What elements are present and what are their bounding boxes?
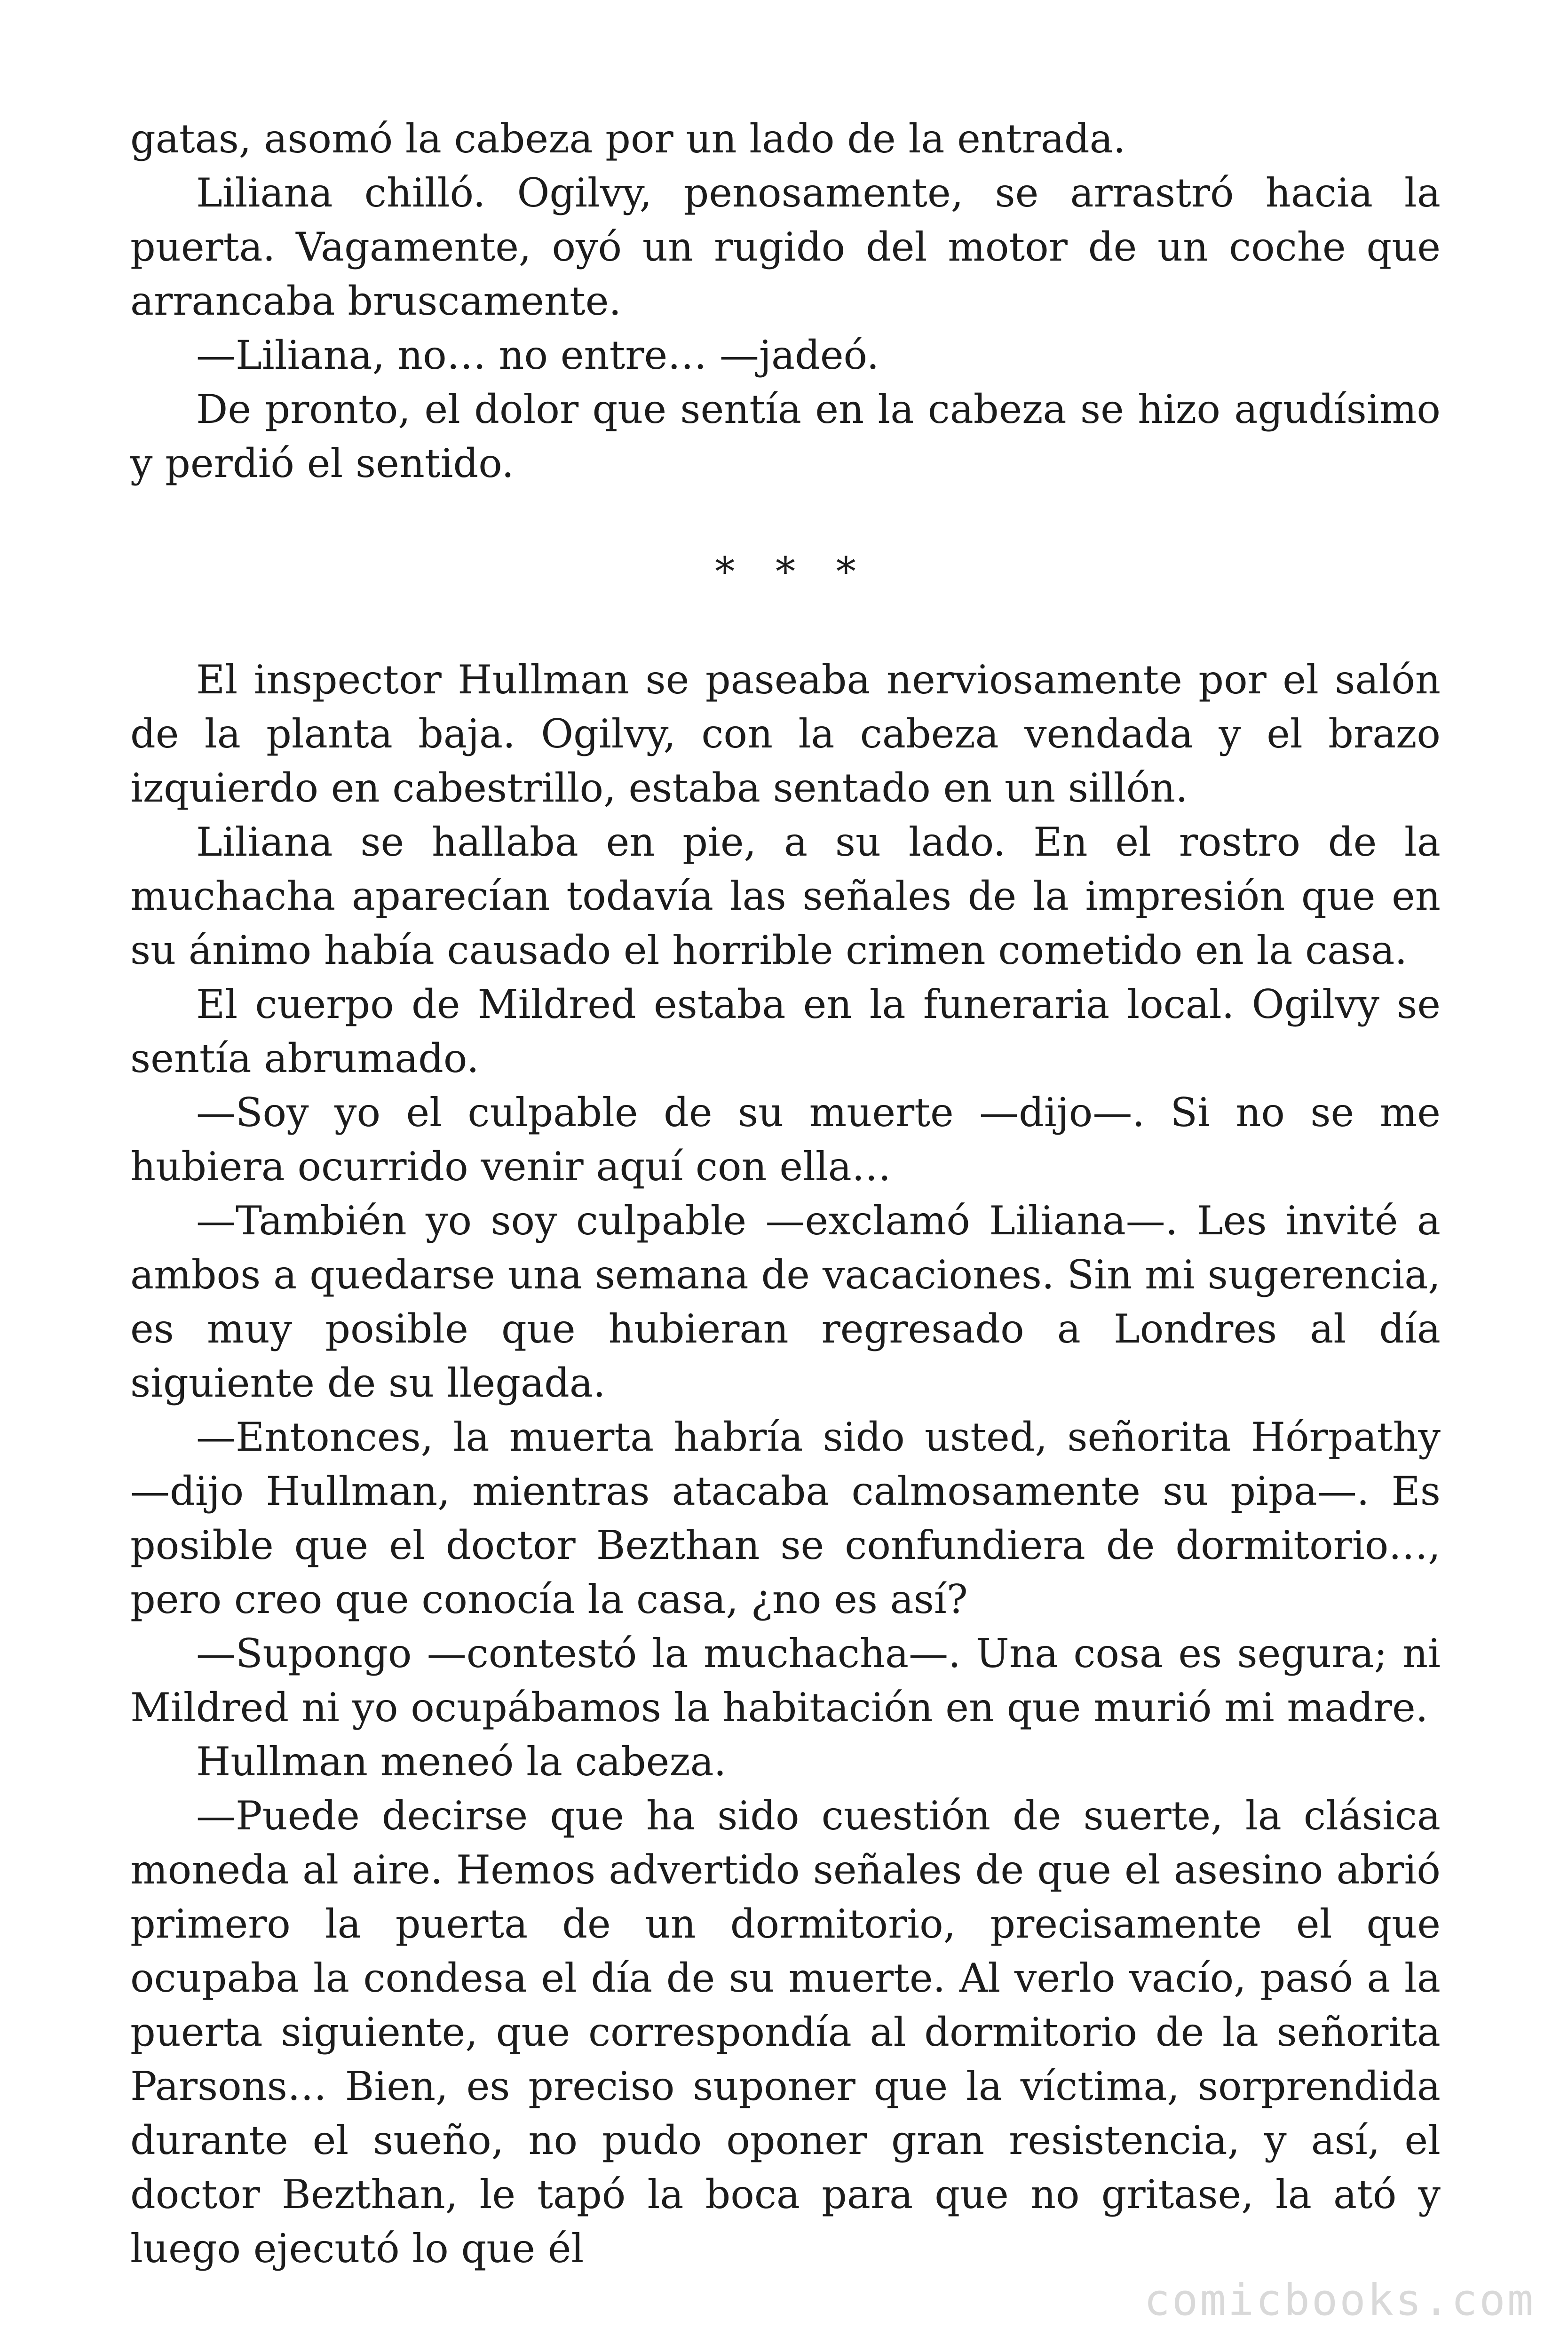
page-body	[130, 112, 1441, 2276]
section-separator: * * *	[715, 548, 870, 595]
paragraph: —Entonces, la muerta habría sido usted, señorita Hórpathy —dijo Hullman, mientras atacaba calmosamente su pipa—. Es posible que el doctor Bezthan se confundiera de dormitorio…, pero creo que conocía la casa, ¿no es así?	[130, 1414, 1441, 1622]
paragraph: —Puede decirse que ha sido cuestión de suerte, la clásica moneda al aire. Hemos advertido señales de que el asesino abrió primero la puerta de un dormitorio, precisamente el que ocupaba la condesa el día de su muerte. Al verlo vacío, pasó a la puerta siguiente, que correspondía al dormitorio de la señorita Parsons… Bien, es preciso suponer que la víctima, sorprendida durante el sueño, no pudo oponer gran resistencia, y así, el doctor Bezthan, le tapó la boca para que no gritase, la ató y luego ejecutó lo que él	[130, 1793, 1441, 2272]
paragraph: Hullman meneó la cabeza.	[196, 1739, 727, 1785]
paragraph: El cuerpo de Mildred estaba en la funeraria local. Ogilvy se sentía abrumado.	[130, 981, 1441, 1081]
paragraph: El inspector Hullman se paseaba nerviosamente por el salón de la planta baja. Ogilvy, con la cabeza vendada y el brazo izquierdo en cabestrillo, estaba sentado en un sillón.	[130, 657, 1441, 811]
paragraph: —Supongo —contestó la muchacha—. Una cosa es segura; ni Mildred ni yo ocupábamos la habitación en que murió mi madre.	[130, 1630, 1441, 1731]
paragraph: —Soy yo el culpable de su muerte —dijo—. Si no se me hubiera ocurrido venir aquí con ella…	[130, 1089, 1441, 1190]
paragraph: —Liliana, no… no entre… —jadeó.	[196, 332, 879, 378]
paragraph: —También yo soy culpable —exclamó Liliana—. Les invité a ambos a quedarse una semana de vacaciones. Sin mi sugerencia, es muy posible que hubieran regresado a Londres al día siguiente de su llegada.	[130, 1198, 1441, 1406]
watermark: comicbooks.com	[1144, 2275, 1535, 2325]
paragraph: Liliana chilló. Ogilvy, penosamente, se arrastró hacia la puerta. Vagamente, oyó un rugido del motor de un coche que arrancaba bruscamente.	[130, 170, 1441, 324]
paragraph: De pronto, el dolor que sentía en la cabeza se hizo agudísimo y perdió el sentido.	[130, 386, 1441, 486]
paragraph: Liliana se hallaba en pie, a su lado. En el rostro de la muchacha aparecían todavía las señales de la impresión que en su ánimo había causado el horrible crimen cometido en la casa.	[130, 819, 1441, 973]
paragraph: gatas, asomó la cabeza por un lado de la entrada.	[130, 116, 1126, 162]
